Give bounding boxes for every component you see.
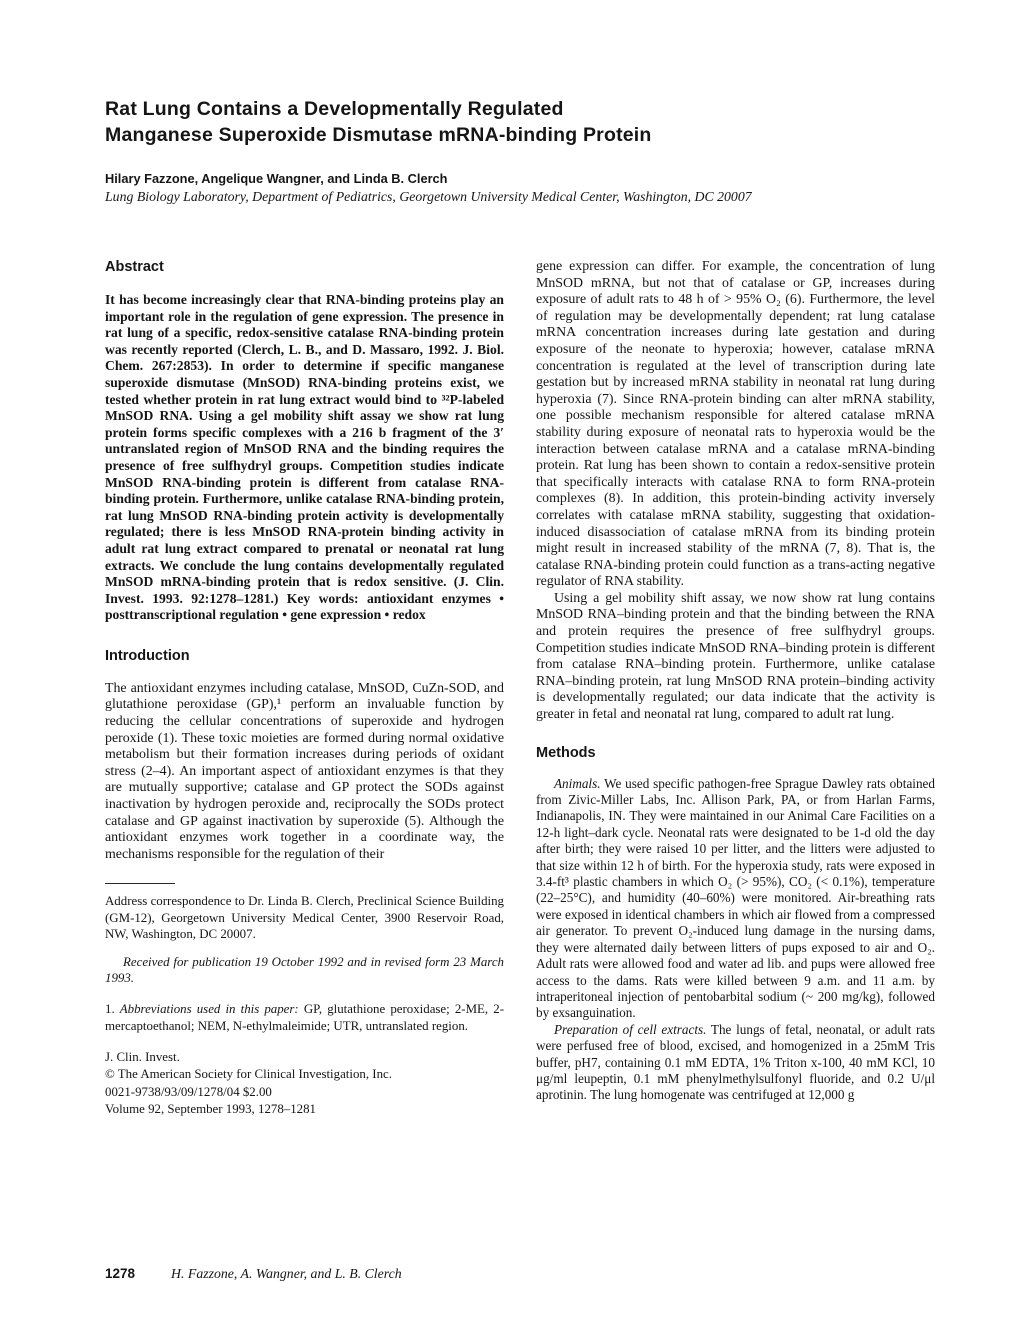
running-title: H. Fazzone, A. Wangner, and L. B. Clerch [171,1266,402,1281]
journal-volume: Volume 92, September 1993, 1278–1281 [105,1102,317,1117]
methods-animals-lead: Animals. [554,775,601,791]
right-column-paragraph-1: gene expression can differ. For example, the concentration of lung MnSOD mRNA, but not that of catalase or GP, increases during exposure of adult rats to 48 h of > 95% O₂ (6). Furthermore, the level of regulation may be developmentally dependent; rat lung catalase mRNA concentration increases during late gestation and during exposure of the neonate to hyperoxia; however, catalase mRNA concentration is regulated at the level of transcription during late gestation but by increased mRNA stability in neonatal rat lung during hyperoxia (7). Since RNA-protein binding can alter mRNA stability, one possible mechanism responsible for altered catalase mRNA stability during exposure of neonatal rats to hyperoxia would be the interaction between catalase mRNA and a catalase mRNA-binding protein. Rat lung has been shown to contain a redox-sensitive protein that specifically interacts with catalase RNA to form RNA-protein complexes (8). In addition, this protein-binding activity inversely correlates with catalase mRNA stability, suggesting that oxidation-induced disassociation of catalase mRNA from its binding protein might result in increased stability of the mRNA (7, 8). That is, the catalase RNA-binding protein could function as a trans-acting negative regulator of RNA stability. [536,259,935,590]
affiliation-line: Lung Biology Laboratory, Department of Pediatrics, Georgetown University Medical Center, Washington, DC 20007 [105,189,752,204]
left-column [105,259,504,1119]
methods-extracts-lead: Preparation of cell extracts. [554,1021,707,1037]
abstract-text: It has become increasingly clear that RNA-binding proteins play an important role in the regulation of gene expression. The presence in rat lung of a specific, redox-sensitive catalase RNA-binding protein was recently reported (Clerch, L. B., and D. Massaro, 1992. J. Biol. Chem. 267:2853). In order to determine if specific manganese superoxide dismutase (MnSOD) RNA-binding proteins exist, we tested whether protein in rat lung extract would bind to ³²P-labeled MnSOD RNA. Using a gel mobility shift assay we show rat lung protein forms specific complexes with a 216 b fragment of the 3′ untranslated region of MnSOD RNA and the binding requires the presence of free sulfhydryl groups. Competition studies indicate MnSOD RNA-binding protein is different from catalase RNA-binding protein. Furthermore, unlike catalase RNA-binding protein, rat lung MnSOD RNA-binding protein activity is developmentally regulated; there is less MnSOD RNA-protein binding activity in adult rat lung extract compared to prenatal or neonatal rat lung extracts. We conclude the lung contains developmentally regulated MnSOD mRNA-binding protein that is redox sensitive. (J. Clin. Invest. 1993. 92:1278–1281.) Key words: antioxidant enzymes • posttranscriptional regulation • gene expression • redox [105,292,504,623]
abbrev-body: GP, glutathione peroxidase; 2-ME, 2-mercaptoethanol; NEM, N-ethylmaleimide; UTR, untranslated region. [105,1002,504,1033]
abbrev-number: 1. [105,1002,120,1017]
methods-extracts-body: The lungs of fetal, neonatal, or adult rats were perfused free of blood, excised, and homogenized in a 25mM Tris buffer, pH7, containing 0.1 mM EDTA, 1% Triton x-100, 40 mM KCl, 10 μg/ml leupeptin, 0.1 mM phenylmethylsulfonyl fluoride, and 0.2 U/μl aprotinin. The lung homogenate was centrifuged at 12,000 g [536,1021,935,1103]
footnote-abbreviations [105,1001,504,1033]
right-column-paragraph-2: Using a gel mobility shift assay, we now show rat lung contains MnSOD RNA–binding protein and that the binding between the RNA and protein requires the presence of free sulfhydryl groups. Competition studies indicate MnSOD RNA–binding protein is different from catalase RNA–binding protein. Furthermore, unlike catalase RNA–binding protein, rat lung MnSOD RNA protein–binding activity is developmentally regulated; our data indicate that the activity is greater in fetal and neonatal rat lung, compared to adult rat lung. [536,590,935,723]
paper-title [105,96,935,148]
methods-paragraph-cell-extracts [536,1022,935,1104]
journal-copyright: © The American Society for Clinical Investigation, Inc. [105,1067,392,1082]
journal-name: J. Clin. Invest. [105,1049,180,1064]
paper-title-line2: Manganese Superoxide Dismutase mRNA-binding Protein [105,124,652,146]
paper-title-line1: Rat Lung Contains a Developmentally Regulated [105,98,564,120]
two-column-body [105,259,935,1119]
authors-line: Hilary Fazzone, Angelique Wangner, and Linda B. Clerch [105,171,448,186]
page-footer [105,1266,402,1282]
footnote-received: Received for publication 19 October 1992 and in revised form 23 March 1993. [105,955,504,986]
paper-header [105,96,935,205]
methods-animals-body: We used specific pathogen-free Sprague Dawley rats obtained from Zivic-Miller Labs, Inc. Allison Park, PA, or from Harlan Farms, Indianapolis, IN. They were maintained in our Animal Care Facilities on a 12-h light–dark cycle. Neonatal rats were designated to be 1-d old the day after birth; they were raised 10 per litter, and the litters were adjusted to that size within 12 h of birth. For the hyperoxia study, rats were exposed in 3.4-ft³ plastic chambers in which O₂ (> 95%), CO₂ (< 0.1%), temperature (22–25°C), and humidity (40–60%) were monitored. Air-breathing rats were exposed in identical chambers in which air flowed from a compressed air generator. To prevent O₂-induced lung damage in the nursing dams, they were alternated daily between litters of pups exposed to air and O₂. Adult rats were allowed food and water ad lib. and pups were allowed free access to the dams. Rats were killed between 9 a.m. and 11 a.m. by intraperitoneal injection of pentobarbital sodium (~ 200 mg/kg), followed by exsanguination. [536,775,935,1021]
introduction-text: The antioxidant enzymes including catalase, MnSOD, CuZn-SOD, and glutathione peroxidase (GP),¹ perform an invaluable function by reducing the cellular concentrations of superoxide and hydrogen peroxide (1). These toxic moieties are formed during normal oxidative metabolism but their formation increases during periods of oxidant stress (2–4). An important aspect of antioxidant enzymes is that they are mutually supportive; catalase and GP protect the SODs against inactivation by hydrogen peroxide and, reciprocally the SODs protect catalase and GP against inactivation by superoxide (5). Although the antioxidant enzymes work together in a coordinate way, the mechanisms responsible for the regulation of their [105,680,504,862]
page-number: 1278 [105,1266,136,1281]
methods-paragraph-animals [536,776,935,1022]
journal-info-block [105,1049,504,1119]
right-column [536,259,935,1119]
abbrev-lead: Abbreviations used in this paper: [119,1002,299,1017]
methods-heading: Methods [536,744,596,761]
introduction-heading: Introduction [105,647,190,664]
abstract-heading: Abstract [105,259,164,275]
footnote-divider [105,883,175,884]
journal-fee-code: 0021-9738/93/09/1278/04 $2.00 [105,1084,272,1099]
footnote-address: Address correspondence to Dr. Linda B. Clerch, Preclinical Science Building (GM-12), Georgetown University Medical Center, 3900 Reservoir Road, NW, Washington, DC 20007. [105,894,504,941]
